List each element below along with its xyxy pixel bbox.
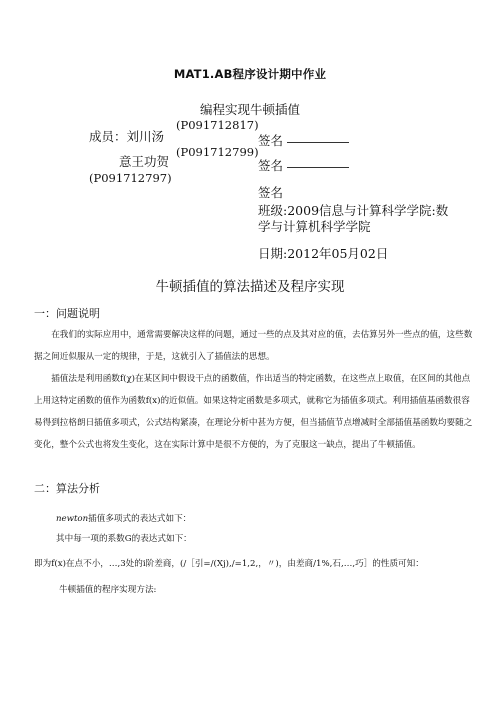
sign-label-3: 签名 xyxy=(258,185,284,200)
sign-label-2: 签名 xyxy=(258,158,284,173)
class-line-1: 班级:2009信息与计算科学学院:数 xyxy=(258,203,449,218)
document-title: MAT1.AB程序设计期中作业 xyxy=(173,67,327,81)
section2-line-1 xyxy=(56,512,191,524)
section1-paragraph-1: 在我们的实际应用中，通常需要解决这样的问题，通过一些的点及其对应的值，去估算另外一些点的值，这些数据之间近似服从一定的规律，于是，这就引入了插值法的思想。 xyxy=(34,330,473,362)
member1-id: (P091712817) xyxy=(176,118,259,132)
sign-line-2 xyxy=(258,156,349,174)
class-line-2: 学与计算机科学学院 xyxy=(258,219,371,234)
section2-line-4: 牛顿插值的程序实现方法: xyxy=(59,585,157,595)
sign-label-1: 签名 xyxy=(258,133,284,148)
member1-label: 成员：刘川汤 xyxy=(89,129,165,144)
date-line: 日期:2012年05月02日 xyxy=(258,246,389,261)
member3-id: (P091712797) xyxy=(89,171,172,185)
newton-word: newton xyxy=(56,514,89,524)
main-heading: 牛顿插值的算法描述及程序实现 xyxy=(155,279,345,295)
section2-title: 二：算法分析 xyxy=(34,482,100,495)
section1-title: 一：问题说明 xyxy=(34,307,100,320)
section1-body xyxy=(34,324,474,456)
section2-line-3: 即为f(x)在点不小，…,3处的i阶差商，(/［引=/(Xj),/=1,2,，〃)，由差商/1%,石,…,巧］的性质可知： xyxy=(34,559,424,569)
section2-line-1-text: 插值多项式的表达式如下： xyxy=(88,514,192,524)
member2-id: (P091712799) xyxy=(176,145,259,159)
section1-paragraph-2: 插值法是利用函数f(χ)在某区间中假设干点的函数值，作出适当的特定函数，在这些点上取值，在区间的其他点上用这特定函数的值作为函数f(x)的近似值。如果这特定函数是多项式，就称它为插值多项式。利用插值基函数很容易得到拉格朗日插值多项式，公式结构紧凑，在理论分析中甚为方便，但当插值节点增减时全部插值基函数均要随之变化，整个公式也将发生变化，这在实际计算中是很不方便的，为了克服这一缺点，提出了牛顿插值。 xyxy=(34,374,473,450)
sign-blank-1 xyxy=(287,142,349,143)
sign-line-1 xyxy=(258,131,349,149)
cover-subject: 编程实现牛顿插值 xyxy=(200,102,301,117)
sign-blank-2 xyxy=(287,167,349,168)
section2-line-2: 其中每一项的系数G的表达式如下： xyxy=(56,534,192,544)
member2-name: 意王功贺 xyxy=(119,154,170,169)
